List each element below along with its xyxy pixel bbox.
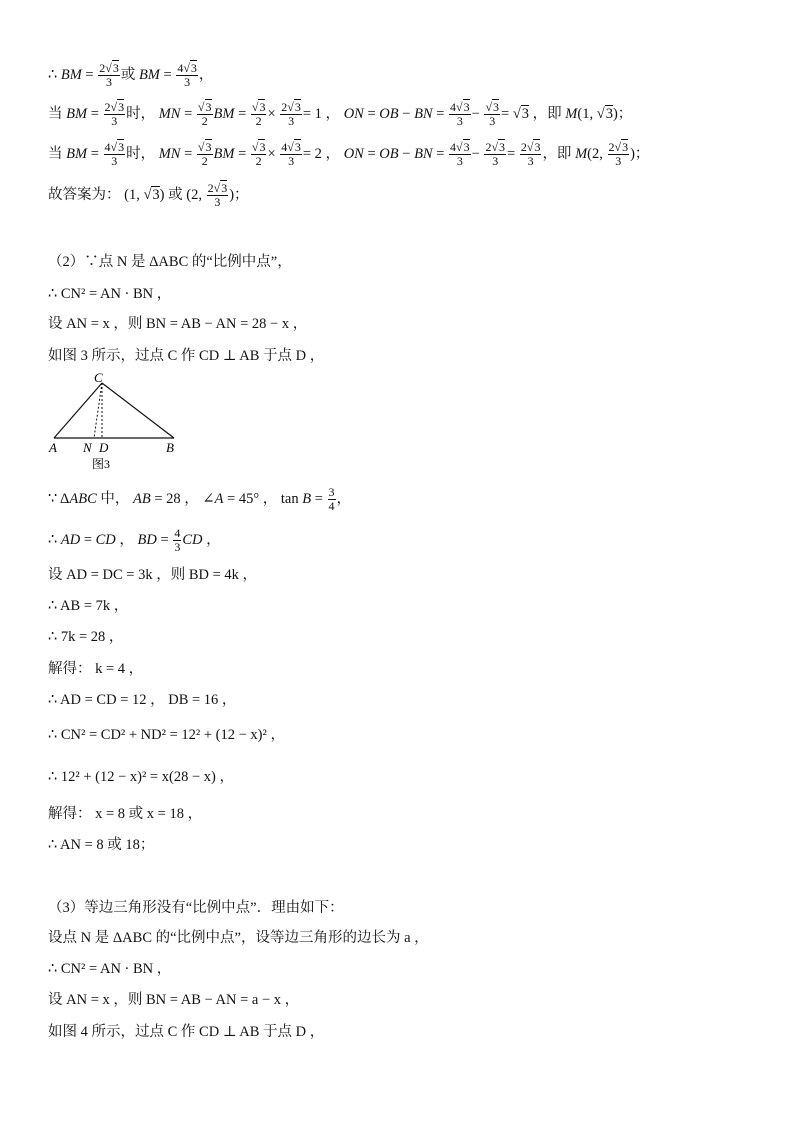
solution-line-8: 如图 3 所示，过点 C 作 CD ⊥ AB 于点 D ， <box>48 348 325 364</box>
solution-line-1: ∴ BM = $\frac{2√3}{3}$ 或 BM = $\frac{4√3}{3}$ ， <box>48 61 214 89</box>
point-label-d: D <box>99 440 109 455</box>
figure-caption: 图3 <box>92 457 111 471</box>
triangle-figure-3 <box>44 370 184 474</box>
solution-line-3: 当 BM = $\frac{4√3}{3}$ 时， MN = $\frac{√3}{2}$ BM = $\frac{√3}{2}$ × $\frac{4√3}{3}$ = 2 ， ON = OB − BN = $\frac{4√3}{3}$ − $\frac{2√3}{3}$ = $\frac{2√3}{3}$ ，即 M(2, $\frac{2√3}{3}$ )； <box>48 140 650 168</box>
solution-line-23: 设 AN = x ，则 BN = AB − AN = a − x ， <box>48 992 300 1008</box>
solution-line-22: ∴ CN² = AN · BN ， <box>48 961 172 977</box>
vertex-label-c: C <box>94 370 103 385</box>
solution-line-11: 设 AD = DC = 3k ，则 BD = 4k ， <box>48 567 258 583</box>
solution-line-5: （2）∵点 N 是 ΔABC 的“比例中点”， <box>48 254 292 270</box>
solution-line-7: 设 AN = x ，则 BN = AB − AN = 28 − x ， <box>48 316 308 332</box>
vertex-label-b: B <box>166 440 174 455</box>
solution-line-21: 设点 N 是 ΔABC 的“比例中点”，设等边三角形的边长为 a ， <box>48 930 429 946</box>
solution-line-4: 故答案为： (1, √3) 或 (2, $\frac{2√3}{3}$ )； <box>48 181 249 209</box>
solution-line-9: ∵ ΔABC 中， AB = 28 ， ∠A = 45° ， tan B = $\frac{3}{4}$ ， <box>48 485 352 513</box>
solution-line-24: 如图 4 所示，过点 C 作 CD ⊥ AB 于点 D ， <box>48 1024 325 1040</box>
solution-line-12: ∴ AB = 7k ， <box>48 598 129 614</box>
vertex-label-a: A <box>49 440 57 455</box>
solution-line-13: ∴ 7k = 28 ， <box>48 629 124 645</box>
solution-line-17: ∴ 12² + (12 − x)² = x(28 − x) ， <box>48 769 234 785</box>
solution-line-16: ∴ CN² = CD² + ND² = 12² + (12 − x)² ， <box>48 727 285 743</box>
solution-line-20: （3）等边三角形没有“比例中点”．理由如下： <box>48 900 344 916</box>
solution-line-18: 解得： x = 8 或 x = 18 ， <box>48 806 203 822</box>
solution-line-15: ∴ AD = CD = 12 ， DB = 16 ， <box>48 692 237 708</box>
point-label-n: N <box>83 440 92 455</box>
solution-line-14: 解得： k = 4 ， <box>48 661 144 677</box>
side-ac <box>54 383 102 438</box>
side-cb <box>102 383 174 438</box>
solution-line-2: 当 BM = $\frac{2√3}{3}$ 时， MN = $\frac{√3}{2}$ BM = $\frac{√3}{2}$ × $\frac{2√3}{3}$ = 1 ， ON = OB − BN = $\frac{4√3}{3}$ − $\frac{√3}{3}$ = √3 ，即 M(1, √3)； <box>48 100 633 128</box>
solution-line-6: ∴ CN² = AN · BN ， <box>48 286 172 302</box>
solution-line-10: ∴ AD = CD ， BD = $\frac{4}{3}$ CD ， <box>48 526 221 554</box>
solution-line-19: ∴ AN = 8 或 18； <box>48 837 155 853</box>
